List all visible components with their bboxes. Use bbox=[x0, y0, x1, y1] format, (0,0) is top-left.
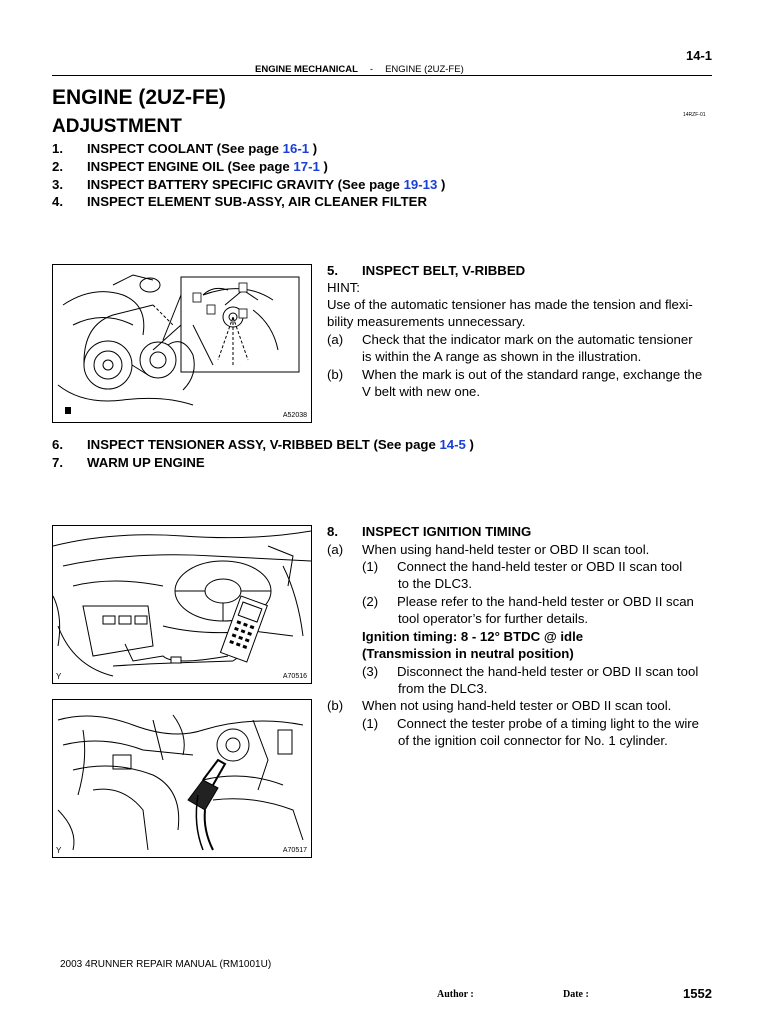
page-link[interactable]: 16-1 bbox=[282, 141, 310, 156]
manual-footer: 2003 4RUNNER REPAIR MANUAL (RM1001U) bbox=[60, 959, 272, 970]
dashboard-drawing bbox=[53, 526, 311, 683]
page-link[interactable]: 14-5 bbox=[439, 437, 466, 452]
step-text: INSPECT ENGINE OIL (See page bbox=[87, 159, 294, 174]
page-number: 14-1 bbox=[686, 48, 713, 63]
sub-label: (2) bbox=[362, 594, 379, 609]
sub-text: When the mark is out of the standard range, exchange the bbox=[362, 367, 703, 382]
step-text: INSPECT COOLANT (See page bbox=[87, 141, 283, 156]
step-number: 1. bbox=[52, 141, 63, 156]
sub-label: (1) bbox=[362, 559, 379, 574]
date-label: Date : bbox=[563, 989, 589, 1000]
belt-tensioner-drawing bbox=[53, 265, 311, 422]
sub-text: Connect the hand-held tester or OBD II scan tool bbox=[397, 559, 683, 574]
figure-y-mark: Y bbox=[56, 672, 62, 681]
step-text: WARM UP ENGINE bbox=[87, 455, 205, 470]
page-link[interactable]: 19-13 bbox=[403, 177, 438, 192]
ignition-timing-spec: Ignition timing: 8 - 12° BTDC @ idle bbox=[362, 629, 584, 644]
sub-text: When using hand-held tester or OBD II scan tool. bbox=[362, 542, 650, 557]
running-header bbox=[255, 64, 464, 75]
sub-text: When not using hand-held tester or OBD II scan tool. bbox=[362, 698, 672, 713]
step-8a1-cont: to the DLC3. bbox=[398, 576, 473, 591]
step-text-after: ) bbox=[309, 141, 318, 156]
sub-label: (a) bbox=[327, 332, 344, 347]
figure-y-mark: Y bbox=[56, 846, 62, 855]
step-number: 5. bbox=[327, 263, 338, 278]
figure-code: A70517 bbox=[282, 847, 307, 854]
figure-code: A52038 bbox=[282, 412, 307, 419]
step-5a-cont: is within the A range as shown in the illustration. bbox=[362, 349, 642, 364]
sub-label: (b) bbox=[327, 367, 344, 382]
step-number: 4. bbox=[52, 194, 63, 209]
hint-label: HINT: bbox=[327, 280, 360, 295]
step-8b1-cont: of the ignition coil connector for No. 1 cylinder. bbox=[398, 733, 668, 748]
step-text-after: ) bbox=[319, 159, 328, 174]
sub-text: Check that the indicator mark on the automatic tensioner bbox=[362, 332, 693, 347]
sub-text: Connect the tester probe of a timing light to the wire bbox=[397, 716, 700, 731]
step-number: 2. bbox=[52, 159, 63, 174]
hint-text-1: Use of the automatic tensioner has made the tension and flexi- bbox=[327, 297, 693, 312]
step-8a3-cont: from the DLC3. bbox=[398, 681, 488, 696]
header-separator: - bbox=[369, 64, 374, 75]
engine-drawing bbox=[53, 700, 311, 857]
step-text: INSPECT ELEMENT SUB-ASSY, AIR CLEANER FILTER bbox=[87, 194, 427, 209]
step-number: 3. bbox=[52, 177, 63, 192]
author-label: Author : bbox=[437, 989, 474, 1000]
sub-label: (a) bbox=[327, 542, 344, 557]
step-8a2-cont: tool operator’s for further details. bbox=[398, 611, 589, 626]
transmission-note: (Transmission in neutral position) bbox=[362, 646, 574, 661]
header-section-bold: ENGINE MECHANICAL bbox=[255, 64, 358, 75]
belt-tensioner-illustration bbox=[52, 264, 312, 423]
header-rule bbox=[52, 75, 712, 76]
step-number: 8. bbox=[327, 524, 338, 539]
step-text: INSPECT BELT, V-RIBBED bbox=[362, 263, 526, 278]
header-section: ENGINE (2UZ-FE) bbox=[385, 64, 464, 75]
step-text: INSPECT TENSIONER ASSY, V-RIBBED BELT (See page bbox=[87, 437, 440, 452]
sub-text: Please refer to the hand-held tester or OBD II scan bbox=[397, 594, 694, 609]
figure-code: A70516 bbox=[282, 673, 307, 680]
footer-page-number: 1552 bbox=[683, 986, 712, 1001]
step-text-after: ) bbox=[437, 177, 446, 192]
step-text-after: ) bbox=[465, 437, 474, 452]
step-number: 7. bbox=[52, 455, 63, 470]
sub-text: Disconnect the hand-held tester or OBD II scan tool bbox=[397, 664, 699, 679]
sub-label: (b) bbox=[327, 698, 344, 713]
engine-timing-light-illustration bbox=[52, 699, 312, 858]
page-subtitle: ADJUSTMENT bbox=[52, 116, 182, 137]
page-title: ENGINE (2UZ-FE) bbox=[52, 86, 226, 109]
sub-label: (1) bbox=[362, 716, 379, 731]
document-code: 14RZF-01 bbox=[683, 112, 706, 118]
step-number: 6. bbox=[52, 437, 63, 452]
sub-label: (3) bbox=[362, 664, 379, 679]
page-link[interactable]: 17-1 bbox=[293, 159, 320, 174]
step-text: INSPECT BATTERY SPECIFIC GRAVITY (See page bbox=[87, 177, 404, 192]
hint-text-2: bility measurements unnecessary. bbox=[327, 314, 526, 329]
dashboard-scan-tool-illustration bbox=[52, 525, 312, 684]
step-5b-cont: V belt with new one. bbox=[362, 384, 481, 399]
step-text: INSPECT IGNITION TIMING bbox=[362, 524, 532, 539]
